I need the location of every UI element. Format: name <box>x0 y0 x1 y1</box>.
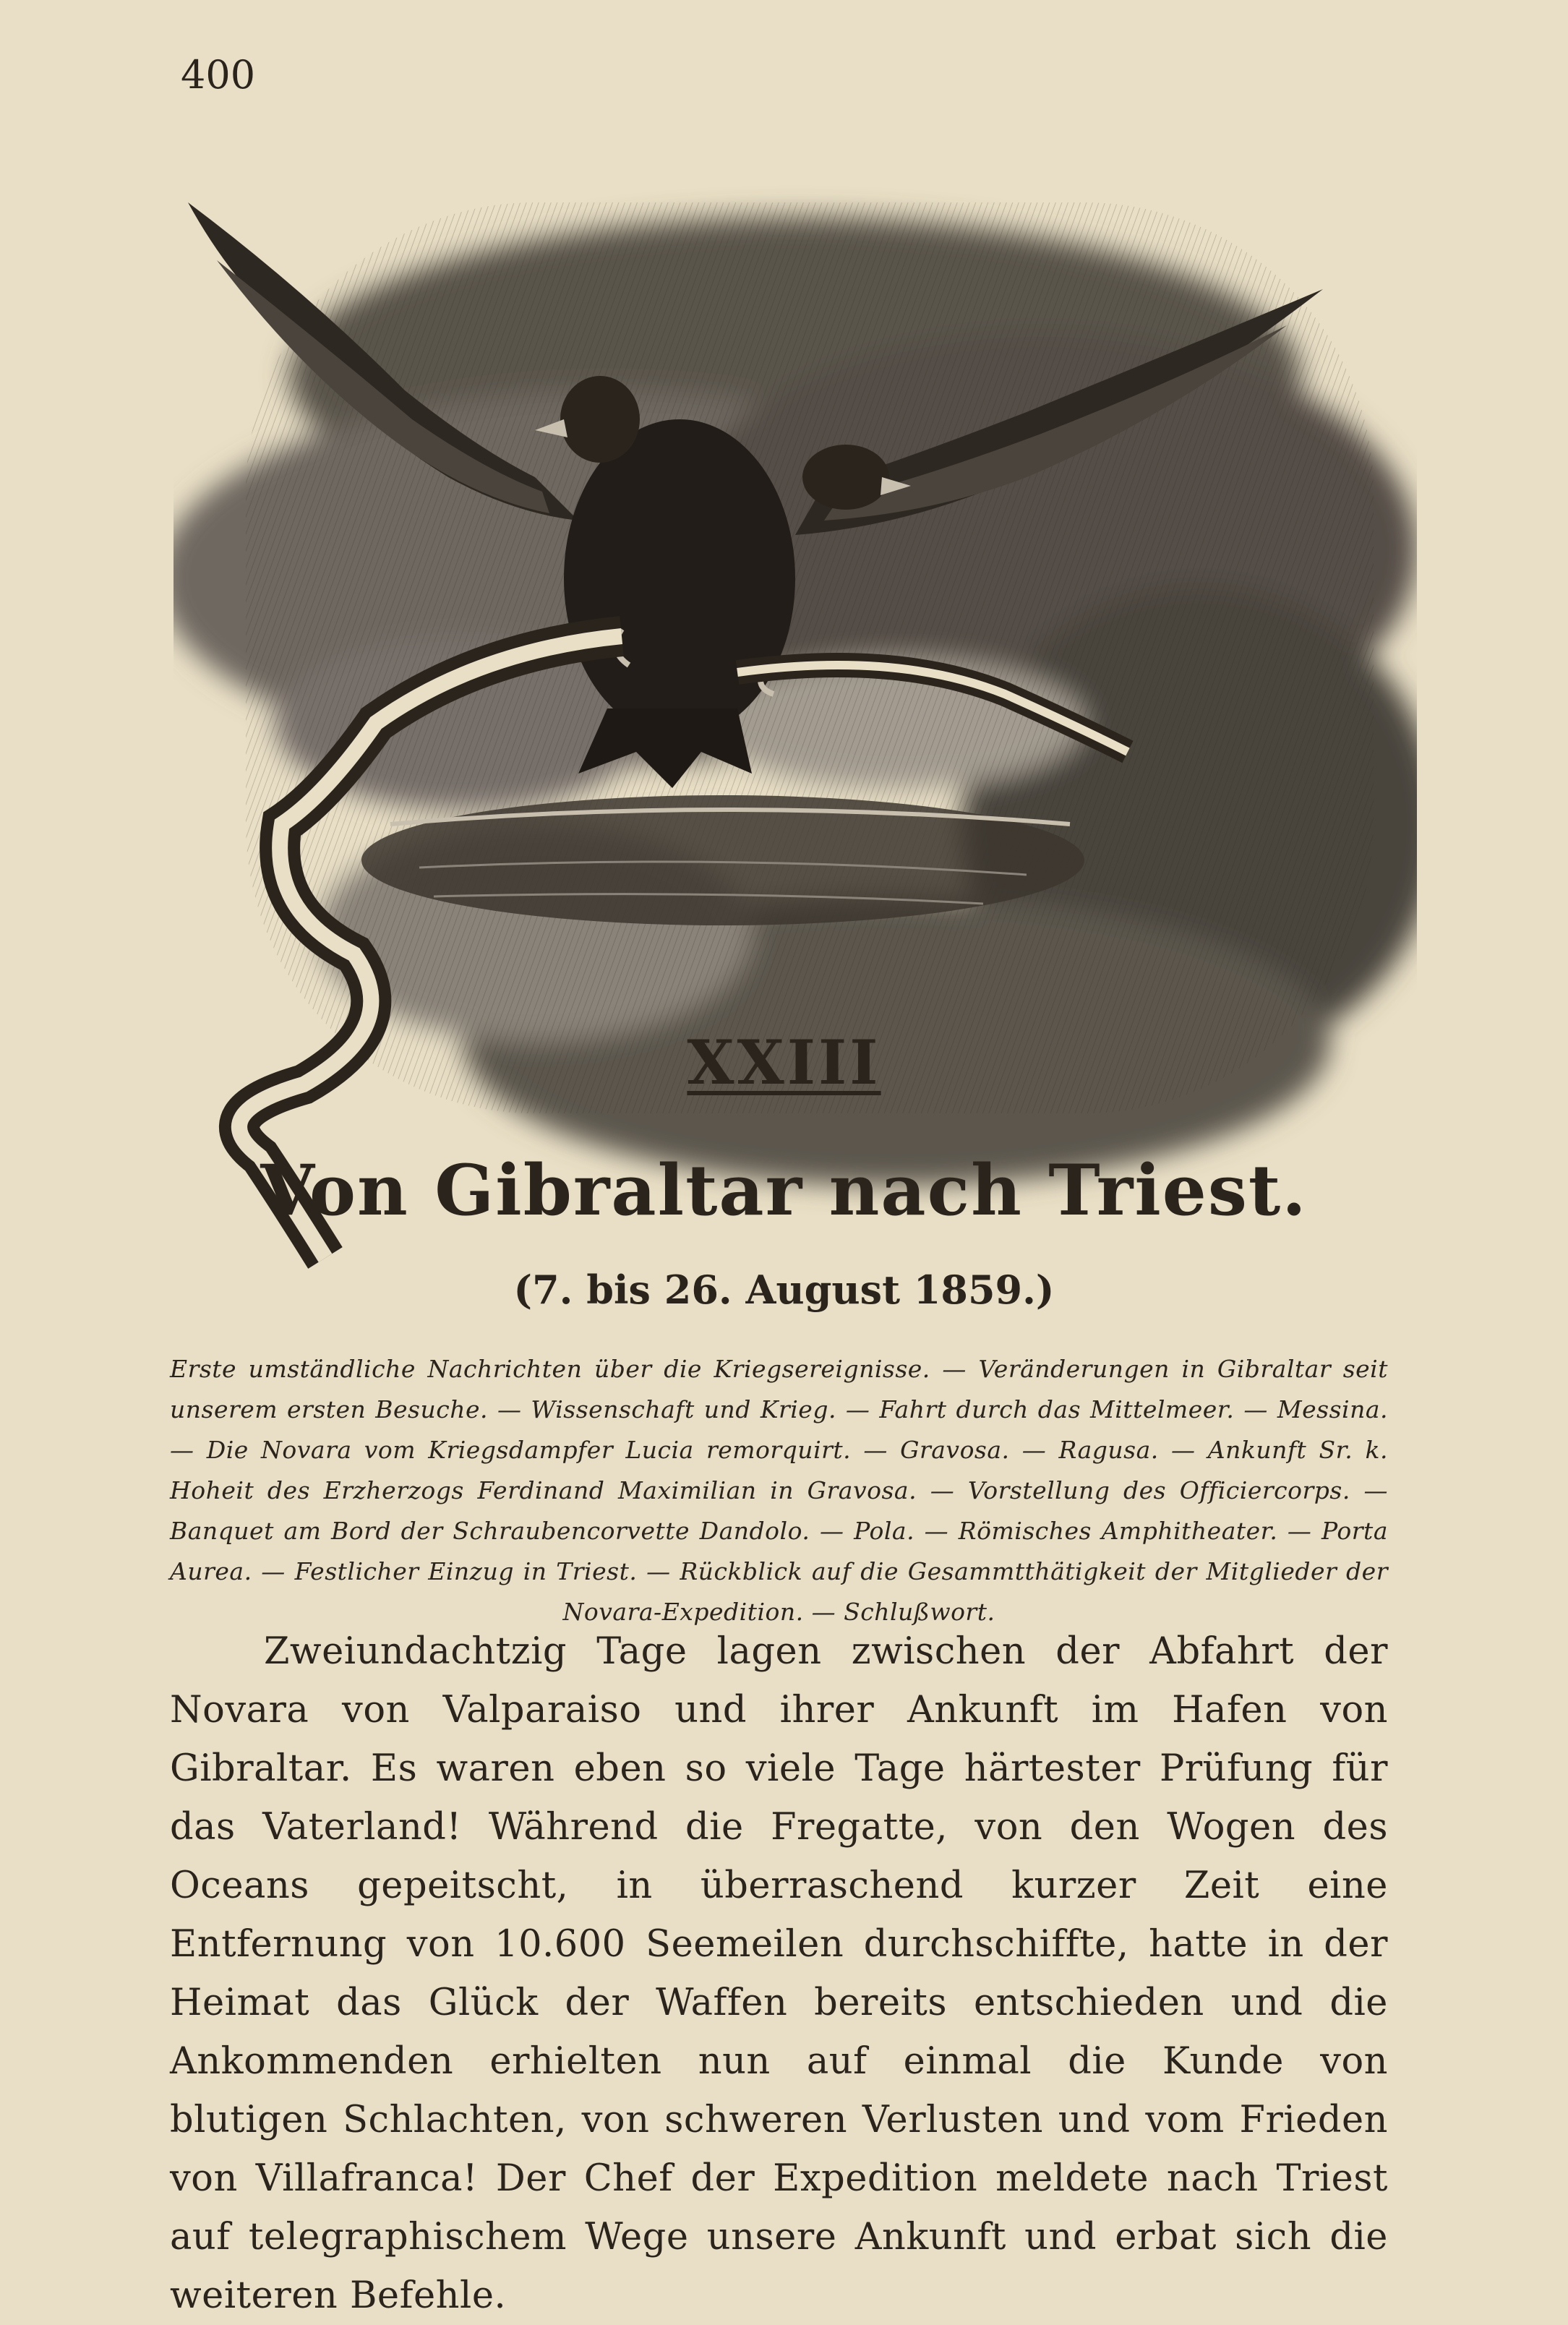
body-paragraph: Zweiundachtzig Tage lagen zwischen der Abfahrt der Novara von Valparaiso und ihrer Ankunft im Hafen von Gibraltar. Es waren eben so viele Tage härtester Prüfung für das Vaterland! Während die Fregatte, von den Wogen des Oceans gepeitscht, in überraschend kurzer Zeit eine Entfernung von 10.600 Seemeilen durchschiffte, hatte in der Heimat das Glück der Waffen bereits entschieden und die Ankommenden erhielten nun auf einmal die Kunde von blutigen Schlachten, von schweren Verlusten und vom Frieden von Villafranca! Der Chef der Expedition meldete nach Triest auf telegraphischem Wege unsere Ankunft und erbat sich die weiteren Befehle. <box>170 1630 1388 2317</box>
chapter-summary: Erste umständliche Nachrichten über die Kriegsereignisse. — Veränderungen in Gibraltar seit unserem ersten Besuche. — Wissenschaft und Krieg. — Fahrt durch das Mittelmeer. — Messina. — Die Novara vom Kriegsdampfer Lucia remorquirt. — Gravosa. — Ragusa. — Ankunft Sr. k. Hoheit des Erzherzogs Ferdinand Maximilian in Gravosa. — Vorstellung des Officiercorps. — Banquet am Bord der Schraubencorvette Dandolo. — Pola. — Römisches Amphitheater. — Porta Aurea. — Festlicher Einzug in Triest. — Rückblick auf die Gesammtthätigkeit der Mitglieder der Novara-Expedition. — Schlußwort. <box>170 1355 1388 1626</box>
page-number: 400 <box>181 52 256 98</box>
chapter-number: XXIII <box>687 1027 881 1098</box>
sea-horizon <box>361 795 1084 925</box>
chapter-dates: (7. bis 26. August 1859.) <box>513 1267 1055 1313</box>
eagle-engraving-illustration <box>173 174 1417 1272</box>
chapter-title: Von Gibraltar nach Triest. <box>260 1149 1308 1231</box>
